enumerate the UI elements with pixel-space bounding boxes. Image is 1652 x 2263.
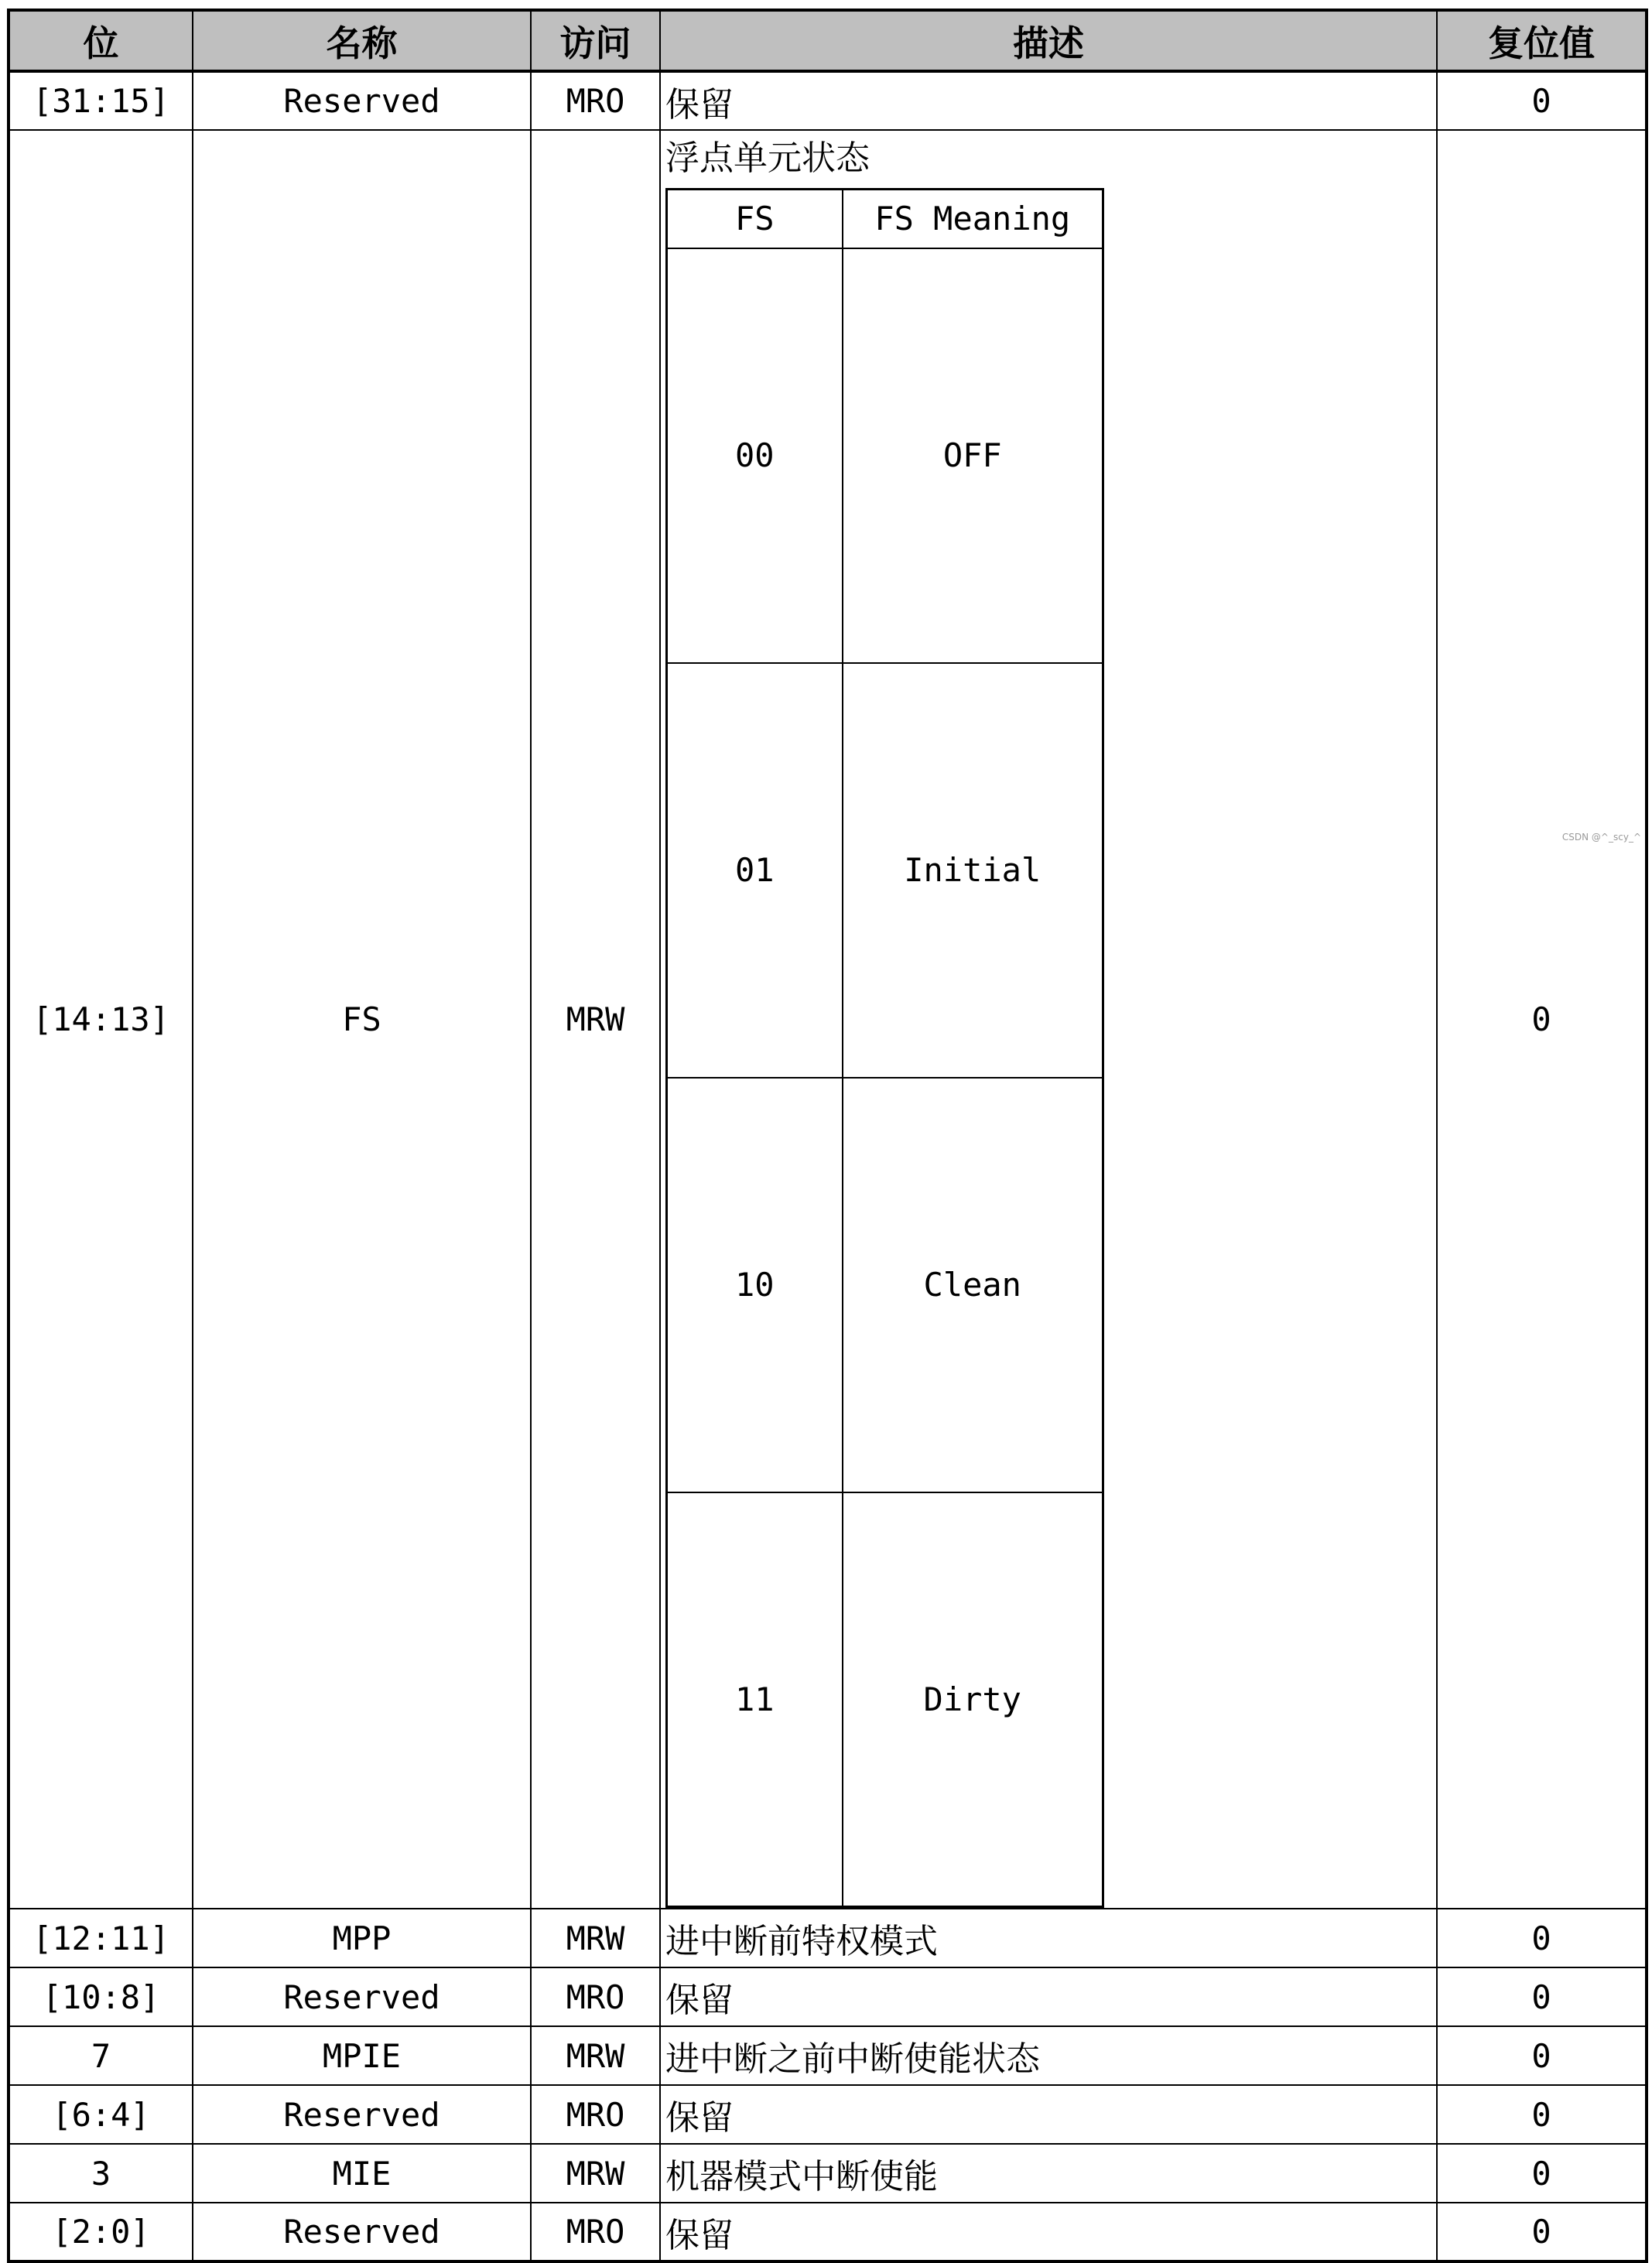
table-header-row (9, 10, 1647, 71)
table-row (9, 1909, 1647, 1967)
name-cell: MPP (193, 1909, 531, 1967)
header-reset-value: 复位值 (1437, 10, 1647, 71)
access-cell: MRW (531, 1909, 660, 1967)
header-bit: 位 (9, 10, 193, 71)
table-row (9, 1967, 1647, 2026)
description-cell (660, 130, 1437, 1909)
bit-cell: 3 (9, 2144, 193, 2203)
description-cell: 机器模式中断使能 (660, 2144, 1437, 2203)
fs-row (667, 1492, 1103, 1907)
fs-meaning-table (665, 188, 1104, 1908)
name-cell: FS (193, 130, 531, 1909)
name-cell: Reserved (193, 71, 531, 130)
bit-cell: [12:11] (9, 1909, 193, 1967)
name-cell: Reserved (193, 1967, 531, 2026)
bit-cell: [6:4] (9, 2085, 193, 2144)
csdn-watermark: CSDN @^_scy_^ (1561, 832, 1641, 843)
description-cell: 保留 (660, 2085, 1437, 2144)
name-cell: MIE (193, 2144, 531, 2203)
name-cell: MPIE (193, 2026, 531, 2085)
fs-row (667, 1078, 1103, 1492)
fs-header-row (667, 190, 1103, 248)
bit-cell: [10:8] (9, 1967, 193, 2026)
fs-meaning: OFF (843, 248, 1103, 663)
table-row (9, 130, 1647, 1909)
fs-code: 00 (667, 248, 843, 663)
fs-row (667, 248, 1103, 663)
table-row (9, 71, 1647, 130)
description-cell: 进中断前特权模式 (660, 1909, 1437, 1967)
fs-row (667, 663, 1103, 1078)
reset-cell: 0 (1437, 1967, 1647, 2026)
reset-cell: 0 (1437, 1909, 1647, 1967)
access-cell: MRO (531, 2203, 660, 2261)
access-cell: MRO (531, 2085, 660, 2144)
fs-code: 01 (667, 663, 843, 1078)
bit-cell: [14:13] (9, 130, 193, 1909)
description-cell: 保留 (660, 2203, 1437, 2261)
fs-meaning: Dirty (843, 1492, 1103, 1907)
fs-meaning: Initial (843, 663, 1103, 1078)
fs-meaning: Clean (843, 1078, 1103, 1492)
header-access: 访问 (531, 10, 660, 71)
fs-header-code: FS (667, 190, 843, 248)
description-cell: 保留 (660, 71, 1437, 130)
bit-cell: [2:0] (9, 2203, 193, 2261)
fs-header-meaning: FS Meaning (843, 190, 1103, 248)
description-cell: 进中断之前中断使能状态 (660, 2026, 1437, 2085)
table-row (9, 2203, 1647, 2261)
header-description: 描述 (660, 10, 1437, 71)
description-text: 浮点单元状态 (665, 138, 870, 178)
access-cell: MRW (531, 2026, 660, 2085)
bit-cell: [31:15] (9, 71, 193, 130)
bit-cell: 7 (9, 2026, 193, 2085)
name-cell: Reserved (193, 2203, 531, 2261)
access-cell: MRO (531, 71, 660, 130)
register-field-table (7, 9, 1648, 2263)
table-row (9, 2085, 1647, 2144)
header-name: 名称 (193, 10, 531, 71)
description-cell: 保留 (660, 1967, 1437, 2026)
reset-cell: 0 (1437, 130, 1647, 1909)
table-row (9, 2144, 1647, 2203)
reset-cell: 0 (1437, 71, 1647, 130)
access-cell: MRW (531, 2144, 660, 2203)
access-cell: MRW (531, 130, 660, 1909)
reset-cell: 0 (1437, 2085, 1647, 2144)
reset-cell: 0 (1437, 2203, 1647, 2261)
access-cell: MRO (531, 1967, 660, 2026)
fs-code: 10 (667, 1078, 843, 1492)
reset-cell: 0 (1437, 2144, 1647, 2203)
table-row (9, 2026, 1647, 2085)
name-cell: Reserved (193, 2085, 531, 2144)
reset-cell: 0 (1437, 2026, 1647, 2085)
fs-code: 11 (667, 1492, 843, 1907)
